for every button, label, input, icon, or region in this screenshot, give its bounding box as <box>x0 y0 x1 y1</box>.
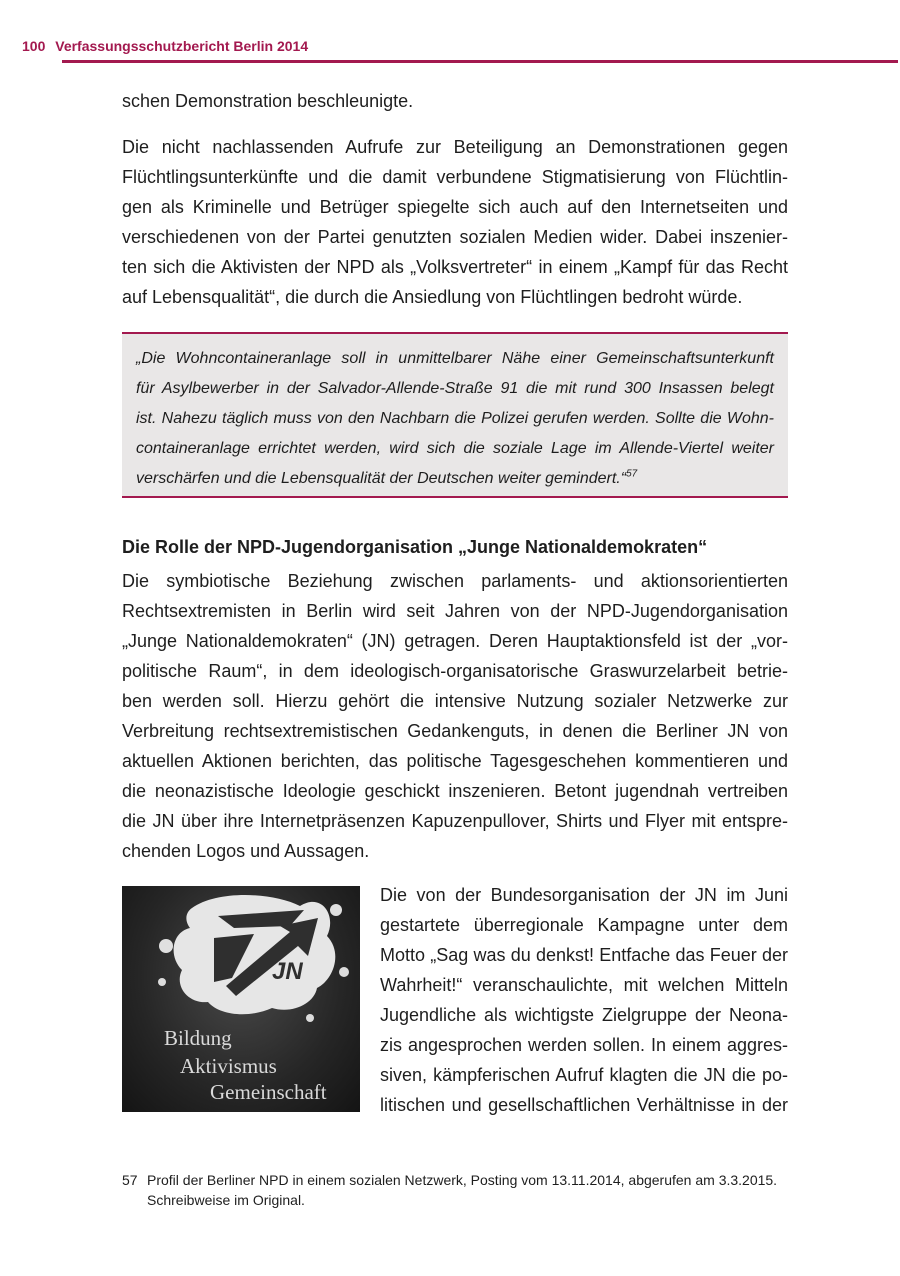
quote-line: „Die Wohncontaineranlage soll in unmittelbarer Nähe einer Gemeinschaftsunterkunft <box>136 350 774 367</box>
text-line: aktuellen Aktionen berichten, das politische Tagesgeschehen kommentieren und <box>122 751 788 771</box>
text-line: Flüchtlingsunterkünfte und die damit verbundene Stigmatisierung von Flüchtlin- <box>122 167 788 187</box>
text-line: gen als Kriminelle und Betrüger spiegelte sich auch auf den Internetseiten und <box>122 197 788 217</box>
paragraph-continuation <box>122 86 788 116</box>
footnote-reference[interactable]: 57 <box>626 468 638 480</box>
text-line: auf Lebensqualität“, die durch die Ansiedlung von Flüchtlingen bedroht würde. <box>122 287 743 307</box>
text-line: ten sich die Aktivisten der NPD als „Volksvertreter“ in einem „Kampf für das Recht <box>122 257 788 277</box>
logo-text: JN <box>272 958 303 985</box>
quote-line: für Asylbewerber in der Salvador-Allende-Straße 91 die mit rund 300 Insassen belegt <box>136 380 774 397</box>
photo-word: Gemeinschaft <box>210 1080 327 1104</box>
footnote-text <box>147 1170 792 1210</box>
report-title: Verfassungsschutzbericht Berlin 2014 <box>55 38 309 54</box>
text-line: schen Demonstration beschleunigte. <box>122 91 414 111</box>
jn-shirt-photo <box>122 886 360 1112</box>
quote-text <box>136 344 774 494</box>
text-line: politische Raum“, in dem ideologisch-organisatorische Graswurzelarbeit betrie- <box>122 661 788 681</box>
text-line: siven, kämpferischen Aufruf klagten die JN die po- <box>380 1065 788 1085</box>
footnote-number: 57 <box>122 1172 138 1188</box>
page-number: 100 <box>22 38 46 54</box>
text-line: die neonazistische Ideologie geschickt inszenieren. Betont jugendnah vertreiben <box>122 781 788 801</box>
quote-line: containeranlage errichtet werden, wird sich die soziale Lage im Allende-Viertel weiter <box>136 440 774 457</box>
text-line: die JN über ihre Internetpräsenzen Kapuzenpullover, Shirts und Flyer mit entspre- <box>122 811 788 831</box>
text-line: zis angesprochen werden sollen. In einem aggres- <box>380 1035 788 1055</box>
text-line: Verbreitung rechtsextremistischen Gedankenguts, in denen die Berliner JN von <box>122 721 788 741</box>
photo-word: Bildung <box>164 1026 232 1050</box>
quote-line: verschärfen und die Lebensqualität der Deutschen weiter gemindert.“ <box>136 470 627 487</box>
text-line: Die nicht nachlassenden Aufrufe zur Beteiligung an Demonstrationen gegen <box>122 137 788 157</box>
text-line: litischen und gesellschaftlichen Verhältnisse in der <box>380 1095 788 1115</box>
paragraph-campaign <box>122 132 788 312</box>
text-line: Motto „Sag was du denkst! Entfache das Feuer der <box>380 945 788 965</box>
text-line: verschiedenen von der Partei genutzten sozialen Medien wider. Dabei inszenier- <box>122 227 788 247</box>
quote-line-last <box>136 464 774 494</box>
footnote <box>122 1170 792 1210</box>
quote-line: ist. Nahezu täglich muss von den Nachbarn die Polizei gerufen werden. Sollte die Wohn- <box>136 410 774 427</box>
footnote-line: Schreibweise im Original. <box>147 1192 305 1208</box>
text-line: chenden Logos und Aussagen. <box>122 841 370 861</box>
photo-word: Aktivismus <box>180 1054 277 1078</box>
header-rule <box>62 60 898 63</box>
text-line: Die symbiotische Beziehung zwischen parlaments- und aktionsorientierten <box>122 571 788 591</box>
text-line: Rechtsextremisten in Berlin wird seit Jahren von der NPD-Jugendorganisation <box>122 601 788 621</box>
running-header <box>22 38 308 54</box>
paragraph-jn <box>122 566 788 866</box>
paragraph-campaign-side <box>380 880 788 1120</box>
text-line: „Junge Nationaldemokraten“ (JN) getragen. Deren Hauptaktionsfeld ist der „vor- <box>122 631 788 651</box>
section-heading: Die Rolle der NPD-Jugendorganisation „Junge Nationaldemokraten“ <box>122 537 708 557</box>
text-line: gestartete überregionale Kampagne unter dem <box>380 915 788 935</box>
text-line: ben werden soll. Hierzu gehört die intensive Nutzung sozialer Netzwerke zur <box>122 691 788 711</box>
text-line: Die von der Bundesorganisation der JN im Juni <box>380 885 788 905</box>
text-line: Jugendliche als wichtigste Zielgruppe der Neona- <box>380 1005 788 1025</box>
quote-box <box>122 332 788 498</box>
footnote-line: Profil der Berliner NPD in einem sozialen Netzwerk, Posting vom 13.11.2014, abgerufen am 3.3.2015. <box>147 1172 778 1188</box>
text-line: Wahrheit!“ veranschaulichte, mit welchen Mitteln <box>380 975 788 995</box>
